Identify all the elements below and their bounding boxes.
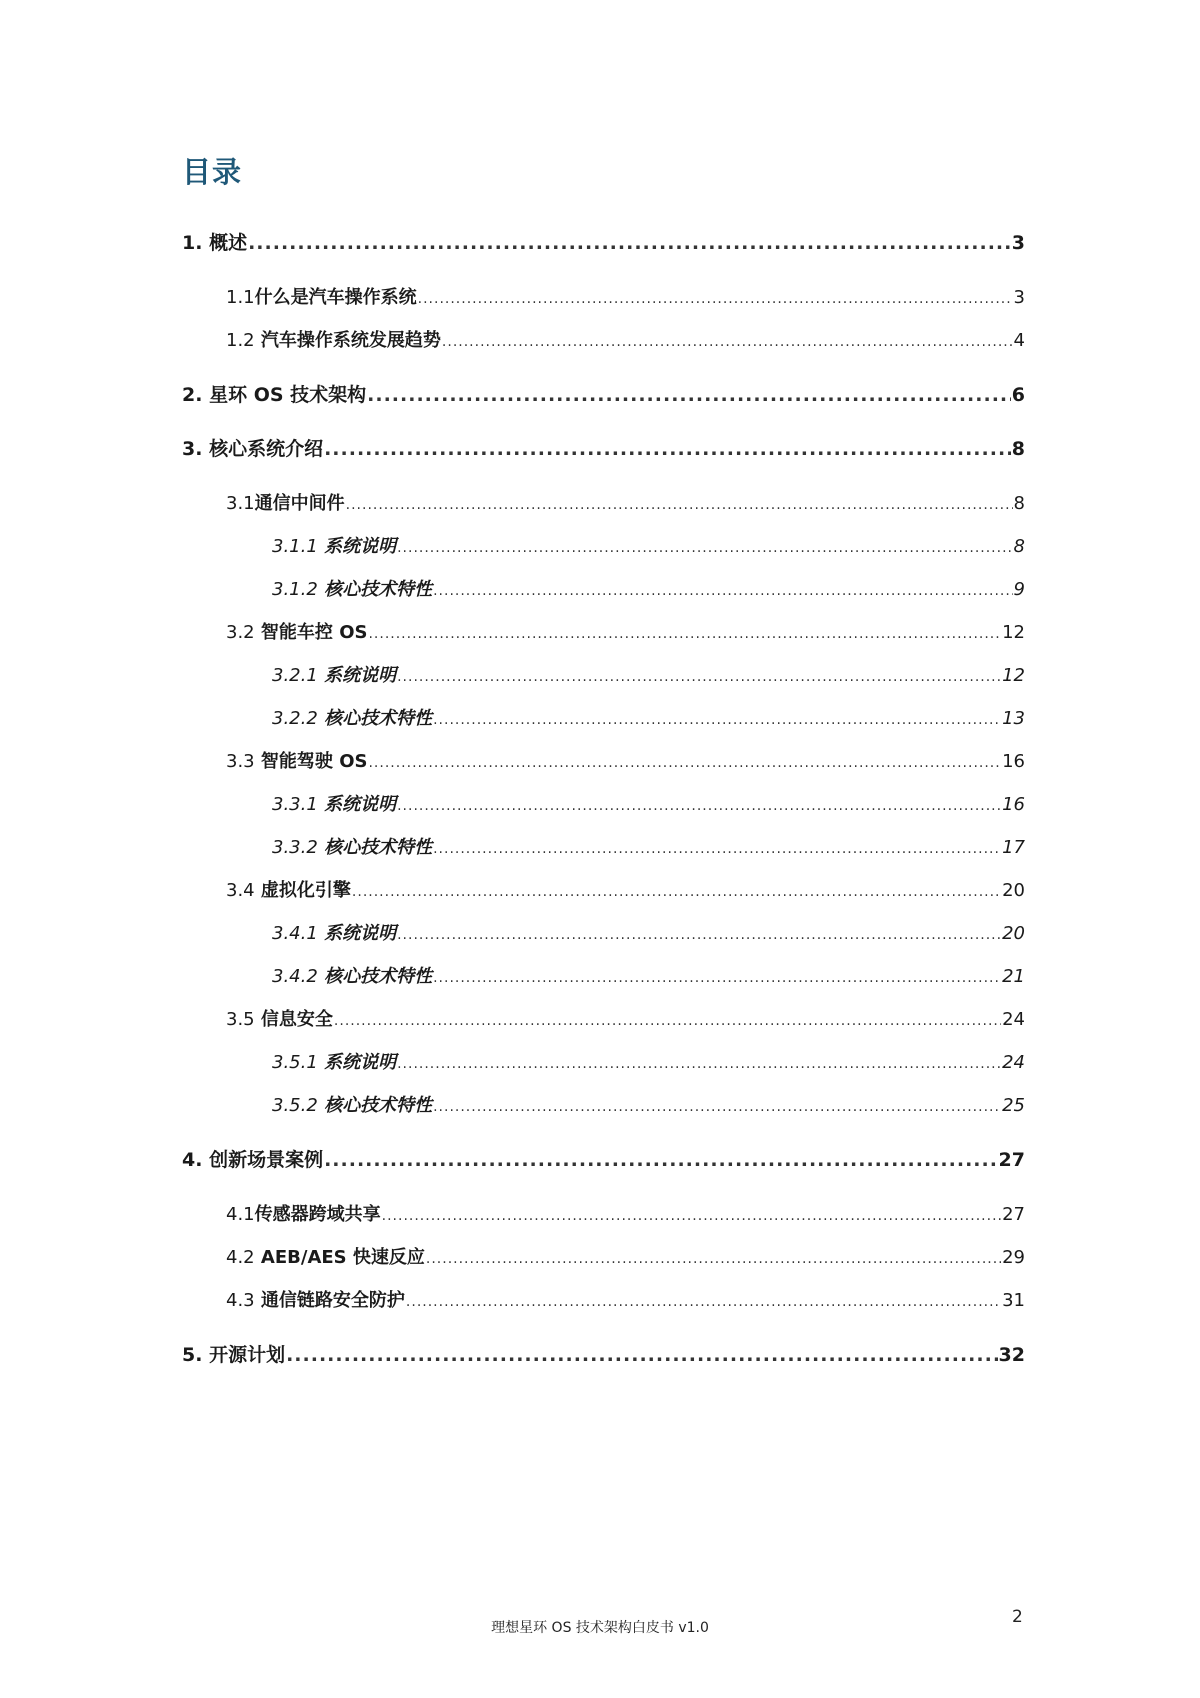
dot-leader [397,1043,1001,1086]
toc-entry-number: 3.4 [226,880,255,901]
toc-entry-page: 24 [1002,1052,1025,1073]
toc-entry-title: 开源计划 [209,1344,286,1366]
toc-entry-3-2[interactable] [182,611,1025,654]
toc-entry-title: 核心技术特性 [324,1095,433,1116]
toc-entry-number: 3.4.1 [272,923,318,944]
toc-entry-number: 4.3 [226,1290,255,1311]
toc-entry-page: 13 [1002,708,1025,729]
toc-entry-title: 核心技术特性 [324,837,433,858]
toc-entry-1-1[interactable] [182,276,1025,319]
toc-entry-3-3-1[interactable] [182,783,1025,826]
toc-entry-number: 3.5.1 [272,1052,318,1073]
toc-entry-4-3[interactable] [182,1279,1025,1322]
toc-entry-page: 27 [998,1149,1025,1171]
table-of-contents [182,222,1025,1376]
toc-entry-3-4[interactable] [182,869,1025,912]
dot-leader [442,321,1013,364]
toc-entry-number: 4. [182,1149,203,1171]
dot-leader [433,1086,1001,1129]
dot-leader [352,871,1001,914]
toc-entry-page: 32 [998,1344,1025,1366]
toc-entry-title: 系统说明 [324,1052,397,1073]
dot-leader [418,278,1013,321]
toc-entry-number: 2. [182,384,203,406]
toc-entry-title: 汽车操作系统发展趋势 [260,330,441,351]
toc-entry-page: 12 [1002,665,1025,686]
toc-entry-title: 系统说明 [324,536,397,557]
toc-entry-4[interactable] [182,1139,1025,1181]
dot-leader [433,828,1001,871]
toc-entry-1[interactable] [182,222,1025,264]
toc-entry-page: 6 [1011,384,1025,406]
toc-entry-title: 系统说明 [324,794,397,815]
toc-entry-3[interactable] [182,428,1025,470]
toc-entry-title: 通信链路安全防护 [260,1290,405,1311]
dot-leader [334,1000,1001,1043]
toc-entry-page: 31 [1002,1290,1025,1311]
toc-entry-number: 3.1 [226,493,255,514]
toc-entry-number: 3.1.2 [272,579,318,600]
toc-entry-1-2[interactable] [182,319,1025,362]
page-number: 2 [1012,1607,1023,1627]
toc-entry-page: 20 [1002,923,1025,944]
dot-leader [433,699,1001,742]
toc-entry-3-3-2[interactable] [182,826,1025,869]
toc-entry-3-1-1[interactable] [182,525,1025,568]
toc-entry-title: 智能驾驶 OS [260,751,368,772]
toc-entry-number: 4.2 [226,1247,255,1268]
toc-entry-number: 3.5 [226,1009,255,1030]
toc-entry-4-1[interactable] [182,1193,1025,1236]
toc-entry-title: 核心技术特性 [324,708,433,729]
toc-entry-5[interactable] [182,1334,1025,1376]
toc-entry-title: 通信中间件 [254,493,345,514]
toc-entry-number: 3. [182,438,203,460]
toc-entry-number: 3.2.2 [272,708,318,729]
toc-entry-page: 16 [1002,751,1025,772]
toc-entry-number: 3.3.1 [272,794,318,815]
toc-entry-page: 9 [1013,579,1025,600]
toc-entry-number: 3.1.1 [272,536,318,557]
toc-entry-3-5-2[interactable] [182,1084,1025,1127]
toc-entry-number: 3.3 [226,751,255,772]
toc-entry-page: 27 [1002,1204,1025,1225]
toc-entry-title: 虚拟化引擎 [260,880,351,901]
toc-entry-2[interactable] [182,374,1025,416]
toc-entry-title: 信息安全 [260,1009,333,1030]
toc-entry-title: 核心技术特性 [324,579,433,600]
toc-entry-number: 3.5.2 [272,1095,318,1116]
toc-entry-title: 星环 OS 技术架构 [209,384,367,406]
toc-entry-title: 核心技术特性 [324,966,433,987]
toc-entry-number: 5. [182,1344,203,1366]
dot-leader [397,527,1012,570]
toc-entry-title: 什么是汽车操作系统 [254,287,417,308]
toc-entry-title: 创新场景案例 [209,1149,324,1171]
dot-leader [367,374,1011,416]
dot-leader [397,785,1001,828]
toc-entry-page: 16 [1002,794,1025,815]
dot-leader [346,484,1013,527]
toc-entry-3-1-2[interactable] [182,568,1025,611]
toc-entry-number: 3.4.2 [272,966,318,987]
toc-entry-number: 3.2 [226,622,255,643]
toc-entry-title: 传感器跨域共享 [254,1204,381,1225]
toc-entry-3-1[interactable] [182,482,1025,525]
dot-leader [426,1238,1001,1281]
toc-entry-3-2-2[interactable] [182,697,1025,740]
toc-entry-3-4-2[interactable] [182,955,1025,998]
toc-entry-3-2-1[interactable] [182,654,1025,697]
toc-entry-page: 25 [1002,1095,1025,1116]
toc-entry-3-5-1[interactable] [182,1041,1025,1084]
toc-entry-page: 8 [1011,438,1025,460]
toc-entry-number: 4.1 [226,1204,255,1225]
dot-leader [397,914,1001,957]
toc-entry-page: 12 [1002,622,1025,643]
dot-leader [248,222,1011,264]
toc-entry-page: 21 [1002,966,1025,987]
toc-entry-page: 29 [1002,1247,1025,1268]
dot-leader [433,570,1012,613]
dot-leader [368,742,1001,785]
toc-entry-title: AEB/AES 快速反应 [260,1247,425,1268]
toc-entry-page: 17 [1002,837,1025,858]
toc-entry-number: 1. [182,232,203,254]
dot-leader [324,1139,997,1181]
toc-entry-number: 1.2 [226,330,255,351]
toc-entry-4-2[interactable] [182,1236,1025,1279]
dot-leader [368,613,1001,656]
dot-leader [286,1334,997,1376]
dot-leader [397,656,1001,699]
toc-entry-3-4-1[interactable] [182,912,1025,955]
toc-entry-number: 3.2.1 [272,665,318,686]
toc-entry-page: 3 [1011,232,1025,254]
toc-entry-page: 20 [1002,880,1025,901]
toc-entry-title: 概述 [209,232,248,254]
footer-document-title: 理想星环 OS 技术架构白皮书 v1.0 [491,1620,709,1636]
toc-entry-3-3[interactable] [182,740,1025,783]
toc-entry-page: 3 [1013,287,1025,308]
toc-entry-title: 智能车控 OS [260,622,368,643]
dot-leader [433,957,1001,1000]
toc-entry-title: 核心系统介绍 [209,438,324,460]
toc-title: 目录 [182,155,243,189]
dot-leader [382,1195,1001,1238]
toc-entry-3-5[interactable] [182,998,1025,1041]
dot-leader [324,428,1011,470]
toc-entry-page: 8 [1013,536,1025,557]
toc-entry-page: 4 [1013,330,1025,351]
toc-entry-number: 3.3.2 [272,837,318,858]
toc-entry-page: 24 [1002,1009,1025,1030]
toc-entry-title: 系统说明 [324,923,397,944]
toc-entry-title: 系统说明 [324,665,397,686]
dot-leader [406,1281,1001,1324]
toc-entry-number: 1.1 [226,287,255,308]
toc-entry-page: 8 [1013,493,1025,514]
